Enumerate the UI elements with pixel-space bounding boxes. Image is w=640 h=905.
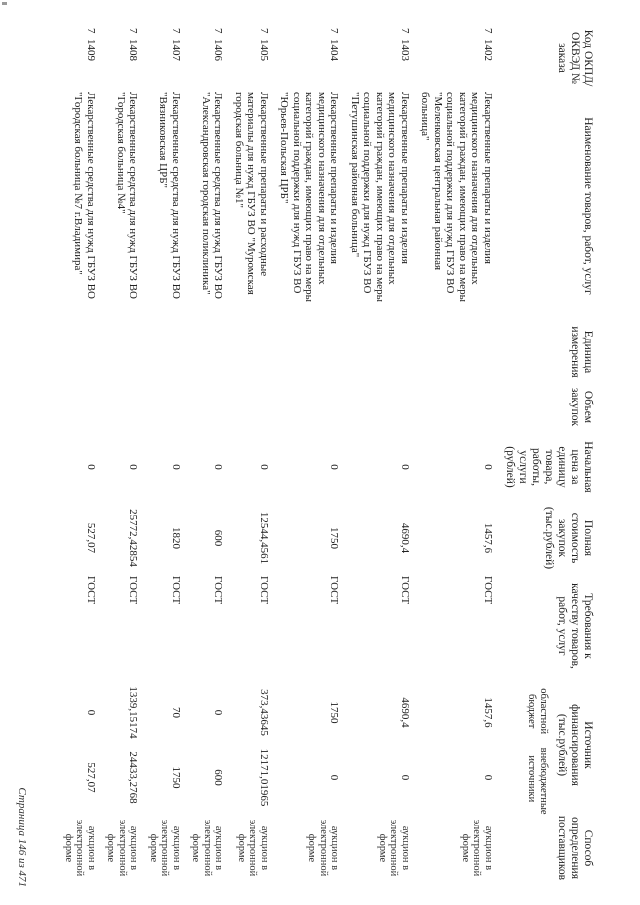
cell-name: Лекарственные препараты и изделия медицинского назначения для отдельных категорий граждан, имеющих право на меры социальной поддержки для нужд ГБУЗ ВО "Юрьев-Польская ЦРБ" bbox=[278, 92, 341, 303]
cell-volume bbox=[273, 382, 344, 432]
funding-regional-value: 70 bbox=[170, 707, 182, 718]
cell-code bbox=[344, 26, 415, 90]
cell-funding bbox=[143, 678, 186, 812]
cell-requirements: ГОСТ bbox=[328, 576, 341, 605]
table-body bbox=[58, 26, 498, 884]
cell-unit-price: 0 bbox=[328, 464, 341, 470]
cell-funding bbox=[414, 678, 497, 812]
cell-volume bbox=[143, 382, 186, 432]
cell-requirements: ГОСТ bbox=[258, 576, 270, 605]
table-row bbox=[344, 26, 415, 884]
cell-method: аукцион в электронной форме bbox=[148, 819, 182, 877]
cell-volume bbox=[414, 382, 497, 432]
funding-regional-value: 373,43645 bbox=[258, 689, 270, 736]
header-code: Код ОКПД/ ОКВЭД № заказа bbox=[556, 29, 594, 87]
okpd-code: 7 bbox=[127, 28, 140, 34]
scan-mark bbox=[2, 2, 7, 5]
cell-requirements: ГОСТ bbox=[85, 576, 97, 605]
okpd-code: 7 bbox=[482, 28, 494, 34]
header-row bbox=[497, 26, 596, 884]
cell-total: 4690,4 bbox=[399, 522, 411, 554]
cell-unit-price: 0 bbox=[482, 464, 494, 470]
cell-method: аукцион в электронной форме bbox=[190, 819, 225, 877]
header-name: Наименование товаров, работ, услуг bbox=[582, 117, 594, 295]
table-row bbox=[143, 26, 186, 884]
cell-unit bbox=[414, 322, 497, 382]
funding-regional-value: 1750 bbox=[328, 701, 341, 724]
cell-method: аукцион в электронной форме bbox=[63, 819, 97, 877]
cell-volume bbox=[344, 382, 415, 432]
cell-method: аукцион в электронной форме bbox=[460, 819, 494, 877]
cell-total: 12544,4561 bbox=[258, 511, 270, 565]
cell-name: Лекарственные средства для нужд ГБУЗ ВО "Вязниковская ЦРБ" bbox=[157, 92, 182, 299]
funding-values bbox=[482, 680, 495, 810]
cell-requirements: ГОСТ bbox=[212, 576, 225, 605]
cell-code bbox=[228, 26, 274, 90]
okpd-code: 7 bbox=[399, 28, 411, 34]
cell-unit bbox=[185, 322, 228, 382]
cell-unit-price: 0 bbox=[127, 464, 140, 470]
funding-values bbox=[399, 680, 412, 810]
okpd-code: 7 bbox=[212, 28, 225, 34]
cell-funding bbox=[273, 678, 344, 812]
cell-method: аукцион в электронной форме bbox=[105, 819, 140, 877]
funding-values bbox=[85, 680, 98, 810]
order-number: 1406 bbox=[212, 39, 225, 61]
header-total: Полная стоимость закупок (тыс.рублей) bbox=[543, 506, 594, 570]
cell-volume bbox=[228, 382, 274, 432]
order-number: 1403 bbox=[399, 39, 411, 61]
cell-name: Лекарственные средства для нужд ГБУЗ ВО "Городская больница №7 г.Владимира" bbox=[72, 92, 97, 299]
cell-code bbox=[185, 26, 228, 90]
funding-regional-value: 1339,15174 bbox=[127, 686, 140, 739]
table-row bbox=[185, 26, 228, 884]
cell-name: Лекарственные средства для нужд ГБУЗ ВО "Городская больница №4" bbox=[115, 92, 140, 299]
funding-offbudget-value: 0 bbox=[328, 774, 341, 781]
order-number: 1405 bbox=[258, 39, 270, 61]
cell-unit bbox=[58, 322, 101, 382]
table-row bbox=[228, 26, 274, 884]
funding-values bbox=[258, 680, 271, 810]
cell-unit-price: 0 bbox=[170, 464, 182, 470]
header-funding-title: Источник финансирования (тыс.рублей) bbox=[556, 704, 594, 786]
okpd-code: 7 bbox=[85, 28, 97, 34]
procurement-table bbox=[58, 26, 597, 884]
header-method: Способ определения поставщиков bbox=[556, 815, 594, 881]
cell-funding bbox=[228, 678, 274, 812]
header-funding-regional: областной бюджет bbox=[526, 688, 549, 735]
cell-code bbox=[58, 26, 101, 90]
order-number: 1407 bbox=[170, 39, 182, 61]
funding-regional-value: 4690,4 bbox=[399, 697, 411, 728]
funding-offbudget-value: 527,07 bbox=[85, 762, 97, 793]
cell-code bbox=[100, 26, 143, 90]
cell-unit bbox=[273, 322, 344, 382]
header-funding-offbudget: внебюджетные источники bbox=[526, 747, 549, 815]
cell-unit bbox=[228, 322, 274, 382]
cell-unit-price: 0 bbox=[85, 464, 97, 470]
cell-funding bbox=[344, 678, 415, 812]
funding-values bbox=[328, 680, 341, 810]
header-unit: Единица измерения bbox=[569, 326, 594, 378]
okpd-code: 7 bbox=[170, 28, 182, 34]
cell-requirements: ГОСТ bbox=[170, 576, 182, 605]
header-unit-price: Начальная цена за единицу товара, работы, услуги (рублей) bbox=[504, 441, 594, 493]
table-row bbox=[414, 26, 497, 884]
funding-offbudget-value: 600 bbox=[212, 769, 225, 786]
funding-offbudget-value: 1750 bbox=[170, 766, 182, 789]
funding-offbudget-value: 24433,2768 bbox=[127, 751, 140, 804]
funding-values bbox=[212, 680, 225, 810]
order-number: 1402 bbox=[482, 39, 494, 61]
header-volume: Объем закупок bbox=[569, 387, 594, 427]
order-number: 1409 bbox=[85, 39, 97, 61]
cell-total: 600 bbox=[212, 529, 225, 547]
funding-offbudget-value: 0 bbox=[399, 774, 411, 781]
cell-total: 1820 bbox=[170, 527, 182, 549]
cell-name: Лекарственные препараты и расходные материалы для нужд ГБУЗ ВО "Муромская городская больница №1" bbox=[233, 92, 270, 295]
cell-total: 1457,6 bbox=[482, 522, 494, 554]
cell-funding bbox=[185, 678, 228, 812]
cell-funding bbox=[58, 678, 101, 812]
header-funding bbox=[497, 678, 596, 815]
cell-unit-price: 0 bbox=[399, 464, 411, 470]
funding-values bbox=[127, 680, 140, 810]
order-number: 1404 bbox=[328, 39, 341, 61]
funding-offbudget-value: 0 bbox=[482, 774, 494, 781]
table-row bbox=[273, 26, 344, 884]
cell-unit bbox=[344, 322, 415, 382]
header-requirements: Требования к качеству товаров, работ, услуг bbox=[556, 583, 594, 669]
cell-unit-price: 0 bbox=[212, 464, 225, 470]
cell-unit-price: 0 bbox=[258, 464, 270, 470]
cell-total: 527,07 bbox=[85, 522, 97, 554]
header-funding-sub bbox=[526, 680, 549, 815]
cell-code bbox=[143, 26, 186, 90]
table-row bbox=[100, 26, 143, 884]
funding-values bbox=[170, 680, 183, 810]
cell-volume bbox=[58, 382, 101, 432]
cell-total: 25772,42854 bbox=[127, 509, 140, 567]
cell-method: аукцион в электронной форме bbox=[306, 819, 341, 877]
cell-method: аукцион в электронной форме bbox=[377, 819, 411, 877]
cell-requirements: ГОСТ bbox=[482, 576, 494, 605]
cell-funding bbox=[100, 678, 143, 812]
funding-regional-value: 0 bbox=[85, 709, 97, 716]
cell-volume bbox=[100, 382, 143, 432]
cell-unit bbox=[100, 322, 143, 382]
okpd-code: 7 bbox=[258, 28, 270, 34]
cell-name: Лекарственные препараты и изделия медицинского назначения для отдельных категорий граждан, имеющих право на меры социальной поддержки для нужд ГБУЗ ВО "Петушинская районная больница" bbox=[349, 92, 411, 303]
cell-volume bbox=[185, 382, 228, 432]
funding-offbudget-value: 12171,01965 bbox=[258, 748, 270, 807]
funding-regional-value: 0 bbox=[212, 709, 225, 716]
cell-total: 1750 bbox=[328, 527, 341, 549]
cell-code bbox=[414, 26, 497, 90]
page-footer: Страница 146 из 471 bbox=[16, 787, 28, 887]
cell-requirements: ГОСТ bbox=[399, 576, 411, 605]
cell-name: Лекарственные средства для нужд ГБУЗ ВО "Александровская городская поликлиника" bbox=[200, 92, 225, 299]
cell-requirements: ГОСТ bbox=[127, 576, 140, 605]
cell-method: аукцион в электронной форме bbox=[236, 819, 270, 877]
okpd-code: 7 bbox=[328, 28, 341, 34]
funding-regional-value: 1457,6 bbox=[482, 697, 494, 728]
table-row bbox=[58, 26, 101, 884]
order-number: 1408 bbox=[127, 39, 140, 61]
cell-code bbox=[273, 26, 344, 90]
cell-name: Лекарственные препараты и изделия медицинского назначения для отдельных категорий граждан, имеющих право на меры социальной поддержки для нужд ГБУЗ ВО "Меленковская центральная районная больница" bbox=[419, 92, 494, 303]
cell-unit bbox=[143, 322, 186, 382]
